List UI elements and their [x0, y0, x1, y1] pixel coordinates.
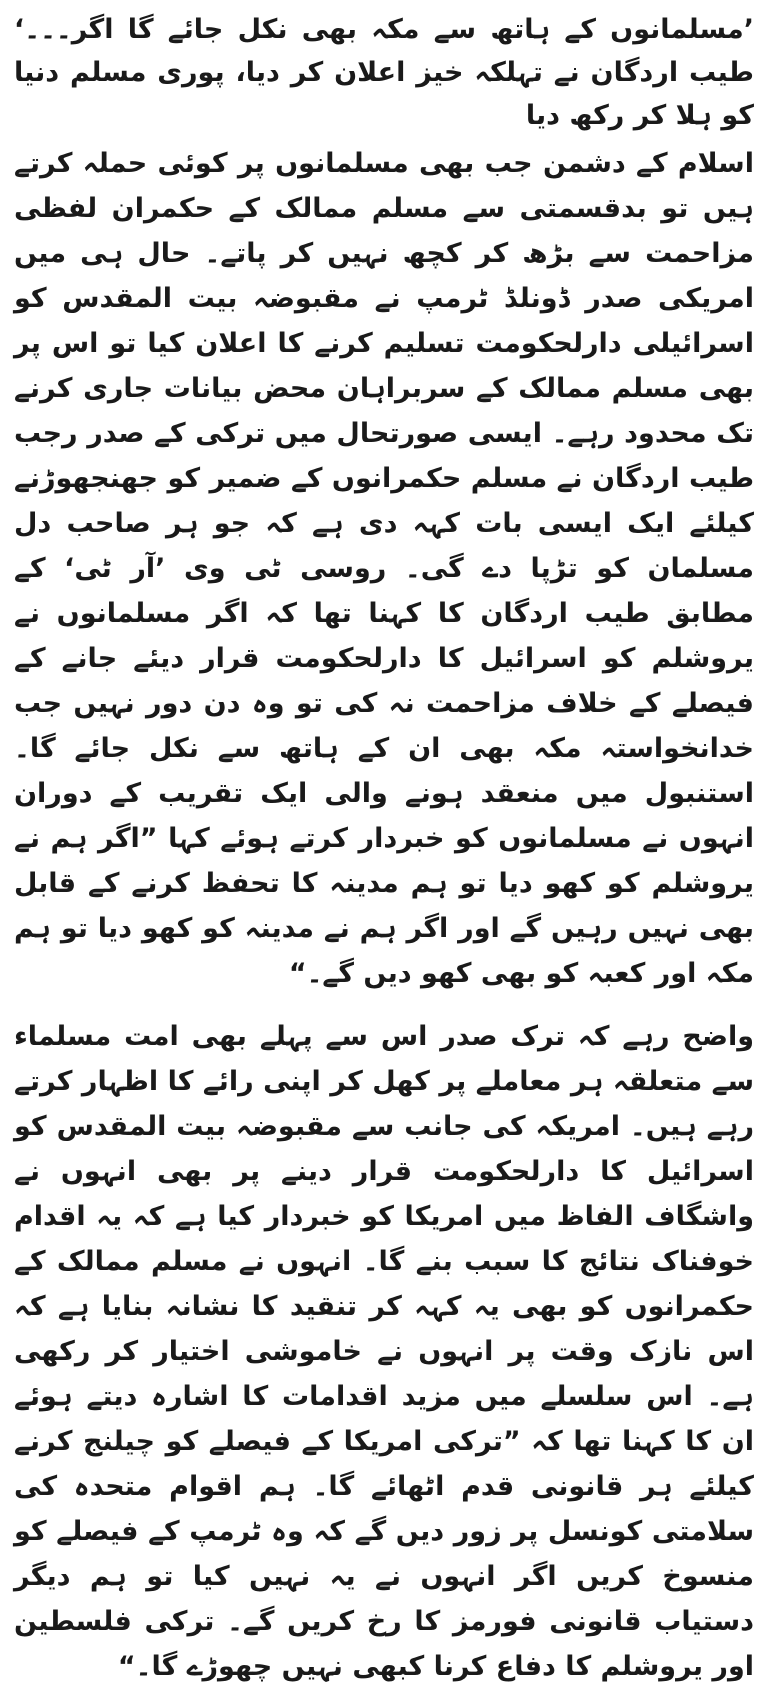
article-headline: ’مسلمانوں کے ہاتھ سے مکہ بھی نکل جائے گا اگر۔۔۔‘ طیب اردگان نے تہلکہ خیز اعلان کر دیا، پوری مسلم دنیا کو ہلا کر رکھ دیا	[14, 14, 754, 131]
article-paragraph-2: واضح رہے کہ ترک صدر اس سے پہلے بھی امت مسلماء سے متعلقہ ہر معاملے پر کھل کر اپنی رائے کا اظہار کرتے رہے ہیں۔ امریکہ کی جانب سے مقبوضہ بیت المقدس کو اسرائیل کا دارلحکومت قرار دینے پر بھی انہوں نے واشگاف الفاظ میں امریکا کو خبردار کیا ہے کہ یہ اقدام خوفناک نتائج کا سبب بنے گا۔ انہوں نے مسلم ممالک کے حکمرانوں کو بھی یہ کہہ کر تنقید کا نشانہ بنایا ہے کہ اس نازک وقت پر انہوں نے خاموشی اختیار کر رکھی ہے۔ اس سلسلے میں مزید اقدامات کا اشارہ دیتے ہوئے ان کا کہنا تھا کہ ”ترکی امریکا کے فیصلے کو چیلنج کرنے کیلئے ہر قانونی قدم اٹھائے گا۔ ہم اقوام متحدہ کی سلامتی کونسل پر زور دیں گے کہ وہ ٹرمپ کے فیصلے کو منسوخ کریں اگر انہوں نے یہ نہیں کیا تو ہم دیگر دستیاب قانونی فورمز کا رخ کریں گے۔ ترکی فلسطین اور یروشلم کا دفاع کرنا کبھی نہیں چھوڑے گا۔“	[14, 1021, 754, 1682]
article-paragraph-1: اسلام کے دشمن جب بھی مسلمانوں پر کوئی حملہ کرتے ہیں تو بدقسمتی سے مسلم ممالک کے حکمران لفظی مزاحمت سے بڑھ کر کچھ نہیں کر پاتے۔ حال ہی میں امریکی صدر ڈونلڈ ٹرمپ نے مقبوضہ بیت المقدس کو اسرائیلی دارلحکومت تسلیم کرنے کا اعلان کیا تو اس پر بھی مسلم ممالک کے سربراہان محض بیانات جاری کرنے تک محدود رہے۔ ایسی صورتحال میں ترکی کے صدر رجب طیب اردگان نے مسلم حکمرانوں کے ضمیر کو جھنجھوڑنے کیلئے ایک ایسی بات کہہ دی ہے کہ جو ہر صاحب دل مسلمان کو تڑپا دے گی۔ روسی ٹی وی ’آر ٹی‘ کے مطابق طیب اردگان کا کہنا تھا کہ اگر مسلمانوں نے یروشلم کو اسرائیل کا دارلحکومت قرار دیئے جانے کے فیصلے کے خلاف مزاحمت نہ کی تو وہ دن دور نہیں جب خدانخواستہ مکہ بھی ان کے ہاتھ سے نکل جائے گا۔ استنبول میں منعقد ہونے والی ایک تقریب کے دوران انہوں نے مسلمانوں کو خبردار کرتے ہوئے کہا ”اگر ہم نے یروشلم کو کھو دیا تو ہم مدینہ کا تحفظ کرنے کے قابل بھی نہیں رہیں گے اور اگر ہم نے مدینہ کو کھو دیا تو ہم مکہ اور کعبہ کو بھی کھو دیں گے۔“	[14, 148, 754, 989]
